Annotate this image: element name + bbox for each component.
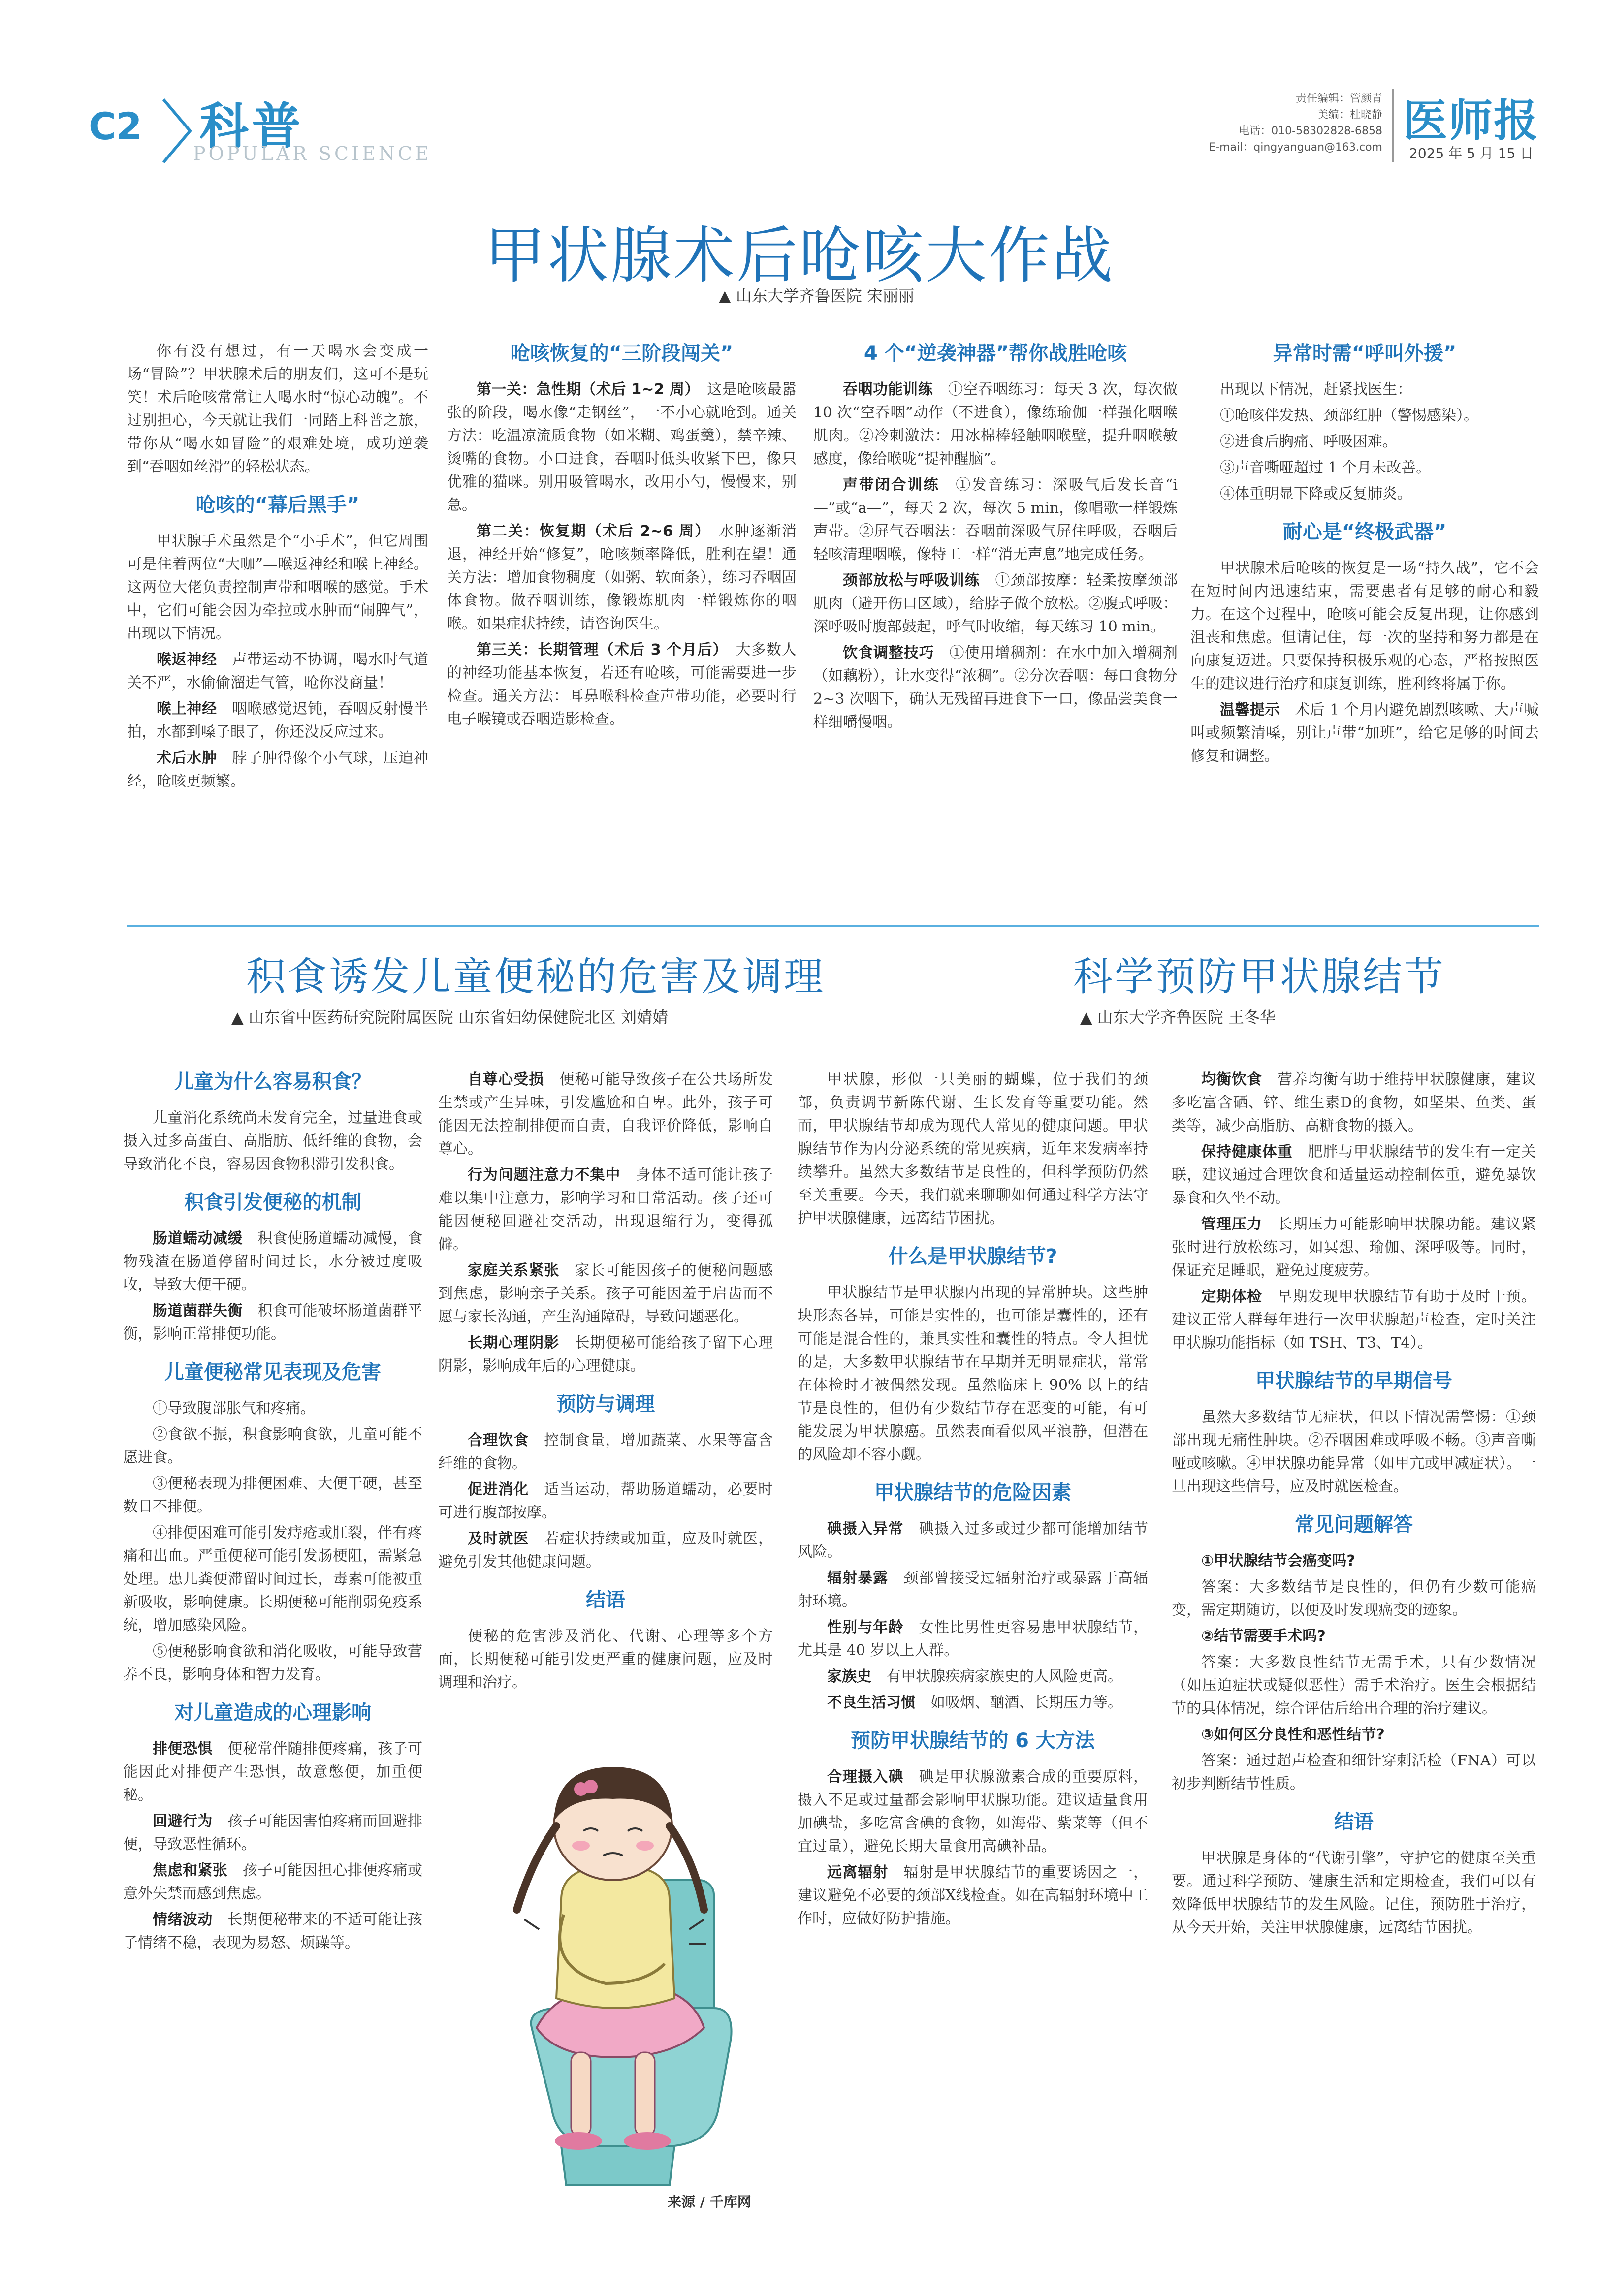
article2-s1-title: 儿童为什么容易积食？	[174, 1070, 371, 1093]
article2-s5-item: 促进消化 适当运动，帮助肠道蠕动，必要时可进行腹部按摩。	[438, 1481, 773, 1521]
article1-s3-title: 4 个“逆袭神器”帮你战胜呛咳	[863, 342, 1127, 365]
article2-s4-item: 排便恐惧 便秘常伴随排便疼痛，孩子可能因此对排便产生恐惧，故意憋便，加重便秘。	[123, 1740, 423, 1804]
article1-s1-item: 术后水肿 脖子肿得像个小气球，压迫神经，呛咳更频繁。	[127, 750, 429, 790]
article1-s4-title: 异常时需“呼叫外援”	[1273, 342, 1457, 365]
article1-s4-list-item: ③声音嘶哑超过 1 个月未改善。	[1220, 459, 1431, 476]
article1-s3-item: 饮食调整技巧 ①使用增稠剂：在水中加入增稠剂（如藕粉），让水变得“浓稠”。②分次吞咽：每口食物分 2~3 次咽下，确认无残留再进食下一口，像品尝美食一样细嚼慢咽。	[813, 644, 1178, 731]
article3-s1-title: 什么是甲状腺结节?	[888, 1245, 1057, 1268]
article3-col2	[1172, 1068, 1536, 1942]
article2-s4-item: 行为问题注意力不集中 身体不适可能让孩子难以集中注意力，影响学习和日常活动。孩子还可能因便秘回避社交活动，出现退缩行为，变得孤僻。	[438, 1166, 773, 1253]
article3-s1-p1: 甲状腺结节是甲状腺内出现的异常肿块。这些肿块形态各异，可能是实性的，也可能是囊性的，还有可能是混合性的，兼具实性和囊性的特点。令人担忧的是，大多数甲状腺结节在早期并无明显症状，常常在体检时才被偶然发现。虽然临床上 90% 以上的结节是良性的，但仍有少数结节存在恶变的可能，有可能发展为甲状腺癌。虽然表面看似风平浪静，但潜在的风险却不容小觑。	[798, 1284, 1148, 1463]
article3-s3-item: 远离辐射 辐射是甲状腺结节的重要诱因之一，建议避免不必要的颈部X线检查。如在高辐射环境中工作时，应做好防护措施。	[798, 1864, 1149, 1927]
image-credit: 来源 / 千库网	[668, 2194, 751, 2210]
article2-s3-list-item: ③便秘表现为排便困难、大便干硬，甚至数日不排便。	[123, 1475, 422, 1515]
article3-s3-item: 合理摄入碘 碘是甲状腺激素合成的重要原料，摄入不足或过量都会影响甲状腺功能。建议适量食用加碘盐，多吃富含碘的食物，如海带、紫菜等（但不宜过量），避免长期大量食用高碘补品。	[798, 1768, 1149, 1855]
article3-faq-answer: 答案：大多数良性结节无需手术，只有少数情况（如压迫症状或疑似恶性）需手术治疗。医生会根据结节的具体情况，综合评估后给出合理的治疗建议。	[1172, 1654, 1536, 1717]
article3-s4-title: 甲状腺结节的早期信号	[1255, 1370, 1452, 1392]
article2-s6-p1: 便秘的危害涉及消化、代谢、心理等多个方面，长期便秘可能引发更严重的健康问题，应及时调理和治疗。	[438, 1628, 773, 1691]
article2-s3-list-item: ②食欲不振，积食影响食欲，儿童可能不愿进食。	[123, 1426, 422, 1466]
section-title-en: POPULAR SCIENCE	[193, 143, 432, 164]
article-divider	[127, 925, 1539, 927]
article1-col2	[447, 340, 797, 734]
article3-s3-item: 保持健康体重 肥胖与甲状腺结节的发生有一定关联，建议通过合理饮食和适量运动控制体重，避免暴饮暴食和久坐不动。	[1172, 1143, 1536, 1207]
article3-faq-question: ①甲状腺结节会癌变吗?	[1201, 1552, 1355, 1570]
article1-s5-tip: 温馨提示 术后 1 个月内避免剧烈咳嗽、大声喊叫或频繁清嗓，别让声带“加班”，给它足够的时间去修复和调整。	[1190, 701, 1539, 765]
article2-s1-p1: 儿童消化系统尚未发育完全，过量进食或摄入过多高蛋白、高脂肪、低纤维的食物，会导致消化不良，容易因食物积滞引发积食。	[123, 1109, 422, 1173]
article1-s1-p1: 甲状腺手术虽然是个“小手术”，但它周围可是住着两位“大咖”—喉返神经和喉上神经。这两位大佬负责控制声带和咽喉的感觉。手术中，它们可能会因为牵拉或水肿而“闹脾气”，出现以下情况。	[127, 533, 428, 642]
article1-s3-item: 颈部放松与呼吸训练 ①颈部按摩：轻柔按摩颈部肌肉（避开伤口区域），给脖子做个放松。②腹式呼吸：深呼吸时腹部鼓起，呼气时收缩，每天练习 10 min。	[813, 572, 1178, 635]
article1-s2-item: 第二关：恢复期（术后 2~6 周） 水肿逐渐消退，神经开始“修复”，呛咳频率降低，胜利在望！通关方法：增加食物稠度（如粥、软面条），练习吞咽固体食物。做吞咽训练，像锻炼肌肉一样锻炼你的咽喉。如果症状持续，请咨询医生。	[447, 523, 797, 632]
article1-intro: 你有没有想过，有一天喝水会变成一场“冒险”？甲状腺术后的朋友们，这可不是玩笑！术后呛咳常常让人喝水时“惊心动魄”。不过别担心，今天就让我们一同踏上科普之旅，带你从“喝水如冒险”的艰难处境，成功逆袭到“吞咽如丝滑”的轻松状态。	[127, 343, 428, 475]
editor-info	[1209, 91, 1382, 156]
article2-title: 积食诱发儿童便秘的危害及调理	[246, 954, 825, 1000]
article1-s3-item: 吞咽功能训练 ①空吞咽练习：每天 3 次，每次做 10 次“空吞咽”动作（不进食），像练瑜伽一样强化咽喉肌肉。②冷刺激法：用冰棉棒轻触咽喉壁，提升咽喉敏感度，像给喉咙“提神醒脑”。	[813, 381, 1178, 468]
article3-s3-item: 均衡饮食 营养均衡有助于维持甲状腺健康，建议多吃富含硒、锌、维生素D的食物，如坚果、鱼类、蛋类等，减少高脂肪、高糖食物的摄入。	[1172, 1071, 1536, 1134]
article1-col3	[813, 340, 1178, 737]
article2-s2-item: 肠道菌群失衡 积食可能破坏肠道菌群平衡，影响正常排便功能。	[123, 1302, 423, 1343]
article1-s1-item: 喉返神经 声带运动不协调，喝水时气道关不严，水偷偷溜进气管，呛你没商量！	[127, 651, 429, 692]
article1-author: ▲ 山东大学齐鲁医院 宋丽丽	[719, 286, 914, 305]
article2-s4-item: 回避行为 孩子可能因害怕疼痛而回避排便，导致恶性循环。	[123, 1813, 423, 1853]
article2-col2	[438, 1068, 773, 1697]
article2-author: ▲ 山东省中医药研究院附属医院 山东省妇幼保健院北区 刘婧婧	[231, 1008, 669, 1027]
article3-col1	[798, 1068, 1148, 1933]
article2-s4-item: 自尊心受损 便秘可能导致孩子在公共场所发生禁或产生异味，引发尴尬和自卑。此外，孩子可能因无法控制排便而自责，自我评价降低，影响自尊心。	[438, 1071, 773, 1158]
phone-line: 电话：010-58302828-6858	[1239, 125, 1382, 137]
designer-line: 美编：杜晓静	[1317, 109, 1382, 121]
section-title: 科普	[199, 97, 304, 155]
article2-s3-list-item: ①导致腹部胀气和疼痛。	[153, 1400, 315, 1417]
email-line: E-mail：qingyanguan@163.com	[1209, 141, 1382, 154]
article1-s5-p1: 甲状腺术后呛咳的恢复是一场“持久战”，它不会在短时间内迅速结束，需要患者有足够的耐心和毅力。在这个过程中，呛咳可能会反复出现，让你感到沮丧和焦虑。但请记住，每一次的坚持和努力都是在向康复迈进。只要保持积极乐观的心态，严格按照医生的建议进行治疗和康复训练，胜利终将属于你。	[1190, 560, 1539, 692]
article3-s5-title: 常见问题解答	[1295, 1513, 1413, 1536]
article3-faq-question: ②结节需要手术吗?	[1201, 1628, 1326, 1645]
article2-s5-item: 及时就医 若症状持续或加重，应及时就医，避免引发其他健康问题。	[438, 1530, 773, 1571]
article2-col1	[123, 1068, 422, 1957]
article2-s6-title: 结语	[586, 1589, 625, 1611]
article1-s1-item: 喉上神经 咽喉感觉迟钝，吞咽反射慢半拍，水都到嗓子眼了，你还没反应过来。	[127, 700, 429, 741]
article1-s4-list-item: ④体重明显下降或反复肺炎。	[1220, 485, 1412, 503]
article3-s2-item: 家族史 有甲状腺疾病家族史的人风险更高。	[827, 1668, 1122, 1685]
page-number: C2	[89, 104, 142, 148]
article2-s2-item: 肠道蠕动减缓 积食使肠道蠕动减慢，食物残渣在肠道停留时间过长，水分被过度吸收，导致大便干硬。	[123, 1230, 423, 1293]
article3-faq-answer: 答案：通过超声检查和细针穿刺活检（FNA）可以初步判断结节性质。	[1172, 1752, 1536, 1793]
article1-s4-intro: 出现以下情况，赶紧找医生：	[1220, 381, 1412, 398]
publication-date: 2025 年 5 月 15 日	[1409, 145, 1534, 161]
article2-s3-list-item: ⑤便秘影响食欲和消化吸收，可能导致营养不良，影响身体和智力发育。	[123, 1643, 422, 1683]
article1-s3-item: 声带闭合训练 ①发音练习：深吸气后发长音“i—”或“a—”，每天 2 次，每次 5 min，像唱歌一样锻炼声带。②屏气吞咽法：吞咽前深吸气屏住呼吸，吞咽后轻咳清理咽喉，像特工一样“消无声息”地完成任务。	[813, 476, 1178, 563]
article3-s2-item: 碘摄入异常 碘摄入过多或过少都可能增加结节风险。	[798, 1520, 1149, 1561]
article1-col1	[127, 340, 428, 796]
article3-s3-title: 预防甲状腺结节的 6 大方法	[851, 1730, 1095, 1752]
article3-s6-title: 结语	[1334, 1811, 1374, 1833]
article3-intro: 甲状腺，形似一只美丽的蝴蝶，位于我们的颈部，负责调节新陈代谢、生长发育等重要功能。然而，甲状腺结节却成为现代人常见的健康问题。甲状腺结节作为内分泌系统的常见疾病，近年来发病率持续攀升。虽然大多数结节是良性的，但科学预防仍然至关重要。今天，我们就来聊聊如何通过科学方法守护甲状腺健康，远离结节困扰。	[798, 1071, 1148, 1227]
editor-line: 责任编辑：管颜青	[1295, 93, 1382, 105]
article1-s2-item: 第一关：急性期（术后 1~2 周） 这是呛咳最嚣张的阶段，喝水像“走钢丝”，一不小心就呛到。通关方法：吃温凉流质食物（如米糊、鸡蛋羹），禁辛辣、烫嘴的食物。小口进食，吞咽时低头收紧下巴，像只优雅的猫咪。别用吸管喝水，改用小勺，慢慢来，别急。	[447, 381, 797, 514]
header-divider	[1392, 89, 1394, 162]
article1-s1-title: 呛咳的“幕后黑手”	[195, 494, 360, 516]
article3-author: ▲ 山东大学齐鲁医院 王冬华	[1080, 1008, 1276, 1027]
article3-s4-p1: 虽然大多数结节无症状，但以下情况需警惕：①颈部出现无痛性肿块。②吞咽困难或呼吸不畅。③声音嘶哑或咳嗽。④甲状腺功能异常（如甲亢或甲减症状）。一旦出现这些信号，应及时就医检查。	[1172, 1409, 1536, 1495]
article3-s2-title: 甲状腺结节的危险因素	[874, 1481, 1071, 1504]
article3-s3-item: 定期体检 早期发现甲状腺结节有助于及时干预。建议正常人群每年进行一次甲状腺超声检查，定时关注甲状腺功能指标（如 TSH、T3、T4）。	[1172, 1288, 1536, 1352]
article3-title: 科学预防甲状腺结节	[1073, 954, 1445, 1000]
article2-s4-item: 家庭关系紧张 家长可能因孩子的便秘问题感到焦虑，影响亲子关系。孩子可能因羞于启齿而不愿与家长沟通，产生沟通障碍，导致问题恶化。	[438, 1262, 773, 1325]
article1-s2-title: 呛咳恢复的“三阶段闯关”	[510, 342, 734, 365]
article2-s5-item: 合理饮食 控制食量，增加蔬菜、水果等富含纤维的食物。	[438, 1432, 773, 1472]
article3-s3-item: 管理压力 长期压力可能影响甲状腺功能。建议紧张时进行放松练习，如冥想、瑜伽、深呼吸等。同时，保证充足睡眠，避免过度疲劳。	[1172, 1216, 1536, 1279]
article1-title: 甲状腺术后呛咳大作战	[484, 220, 1115, 291]
article2-s3-title: 儿童便秘常见表现及危害	[164, 1361, 381, 1384]
article1-s2-item: 第三关：长期管理（术后 3 个月后） 大多数人的神经功能基本恢复，若还有呛咳，可能需要进一步检查。通关方法：耳鼻喉科检查声带功能，必要时行电子喉镜或吞咽造影检查。	[447, 641, 797, 728]
article1-col4	[1190, 340, 1539, 771]
article3-faq-question: ③如何区分良性和恶性结节?	[1201, 1726, 1385, 1743]
article1-s5-title: 耐心是“终极武器”	[1282, 521, 1447, 543]
article2-s4-title: 对儿童造成的心理影响	[174, 1701, 371, 1724]
article2-s3-list-item: ④排便困难可能引发痔疮或肛裂，伴有疼痛和出血。严重便秘可能引发肠梗阻，需紧急处理。患儿粪便滞留时间过长，毒素可能被重新吸收，影响健康。长期便秘可能削弱免疫系统，增加感染风险。	[123, 1524, 422, 1634]
article3-faq-answer: 答案：大多数结节是良性的，但仍有少数可能癌变，需定期随访，以便及时发现癌变的迹象。	[1172, 1578, 1536, 1619]
article2-s4-item: 情绪波动 长期便秘带来的不适可能让孩子情绪不稳，表现为易怒、烦躁等。	[123, 1911, 423, 1951]
article3-s2-item: 性别与年龄 女性比男性更容易患甲状腺结节，尤其是 40 岁以上人群。	[798, 1619, 1149, 1659]
article2-s4-item: 长期心理阴影 长期便秘可能给孩子留下心理阴影，影响成年后的心理健康。	[438, 1334, 773, 1375]
article3-s2-item: 辐射暴露 颈部曾接受过辐射治疗或暴露于高辐射环境。	[798, 1570, 1149, 1610]
child-toilet-illustration	[458, 1752, 773, 2195]
newspaper-logo: 医师报	[1403, 94, 1539, 147]
article3-s2-item: 不良生活习惯 如吸烟、酗酒、长期压力等。	[827, 1694, 1122, 1711]
article1-s4-list-item: ②进食后胸痛、呼吸困难。	[1220, 433, 1397, 450]
article3-s6-p1: 甲状腺是身体的“代谢引擎”，守护它的健康至关重要。通过科学预防、健康生活和定期检查，我们可以有效降低甲状腺结节的发生风险。记住，预防胜于治疗，从今天开始，关注甲状腺健康，远离结节困扰。	[1172, 1850, 1536, 1936]
chevron-right-icon	[160, 96, 194, 165]
article2-s2-title: 积食引发便秘的机制	[184, 1191, 361, 1214]
article1-s4-list-item: ①呛咳伴发热、颈部红肿（警惕感染）。	[1220, 407, 1478, 424]
article2-s4-item: 焦虑和紧张 孩子可能因担心排便疼痛或意外失禁而感到焦虑。	[123, 1862, 423, 1902]
article2-s5-title: 预防与调理	[556, 1393, 655, 1415]
